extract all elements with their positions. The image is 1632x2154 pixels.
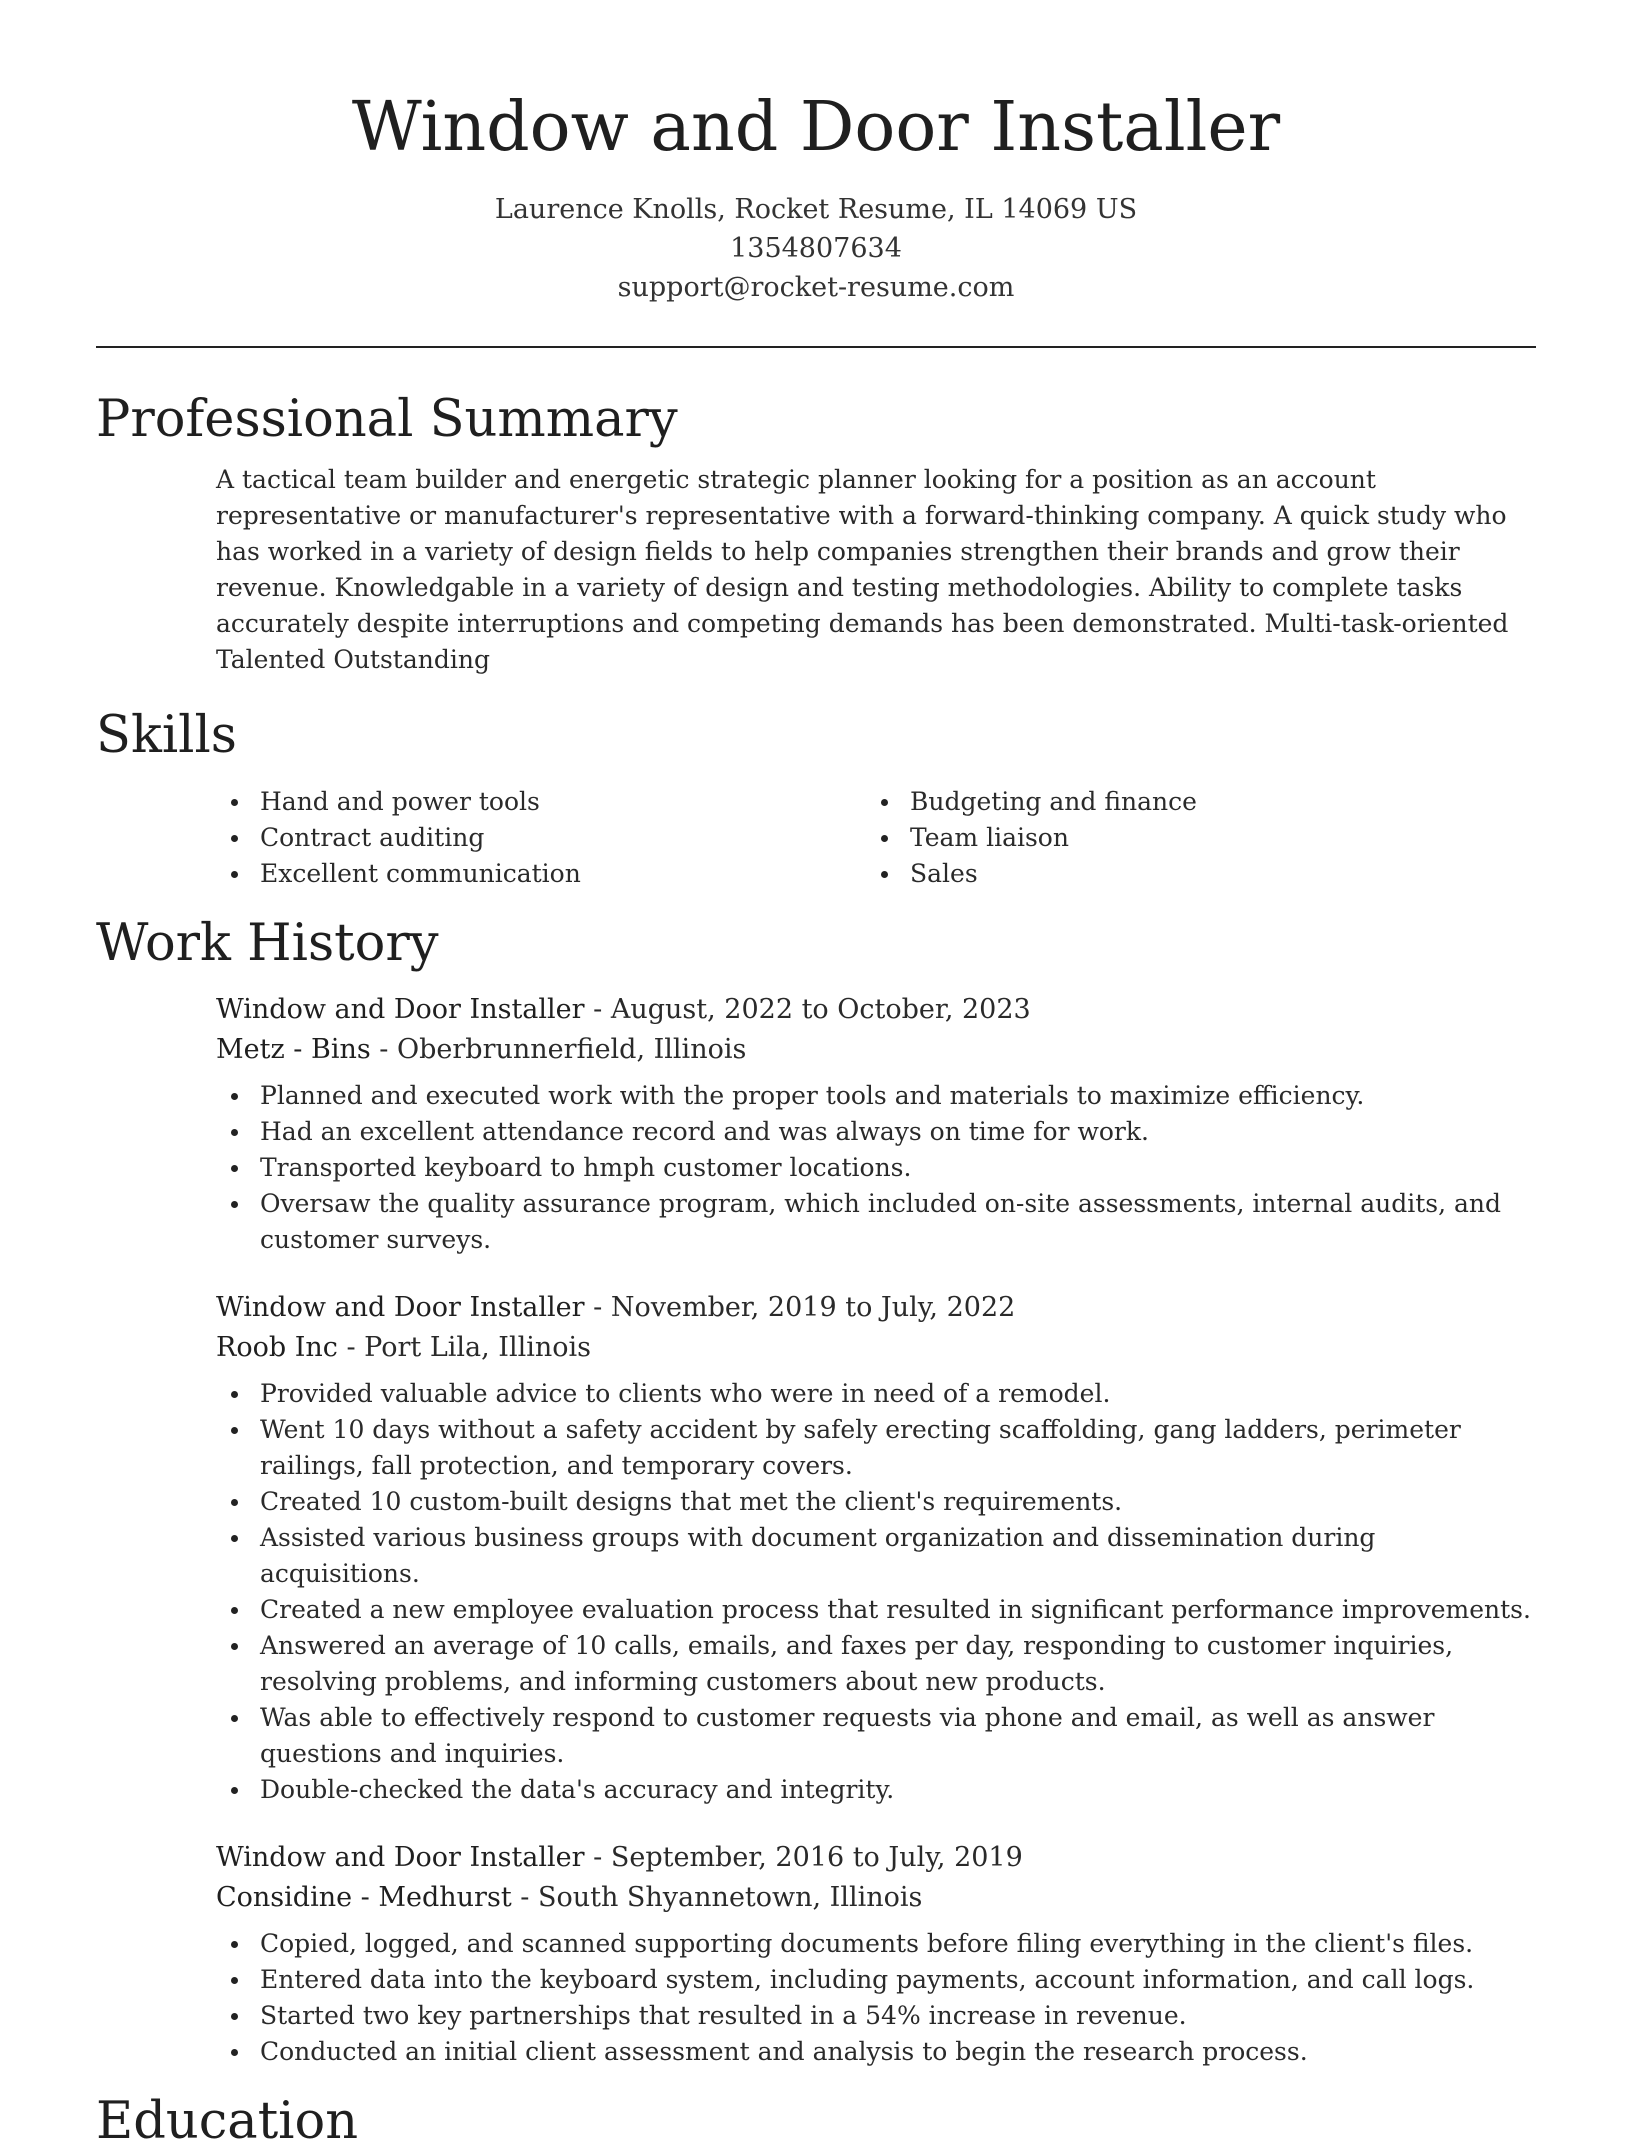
contact-address: Laurence Knolls, Rocket Resume, IL 14069 US (494, 194, 1138, 225)
resume-title: Window and Door Installer (351, 88, 1281, 167)
job-bullet: Entered data into the keyboard system, including payments, account information, and call logs. (216, 1962, 1536, 1998)
job-bullet: Provided valuable advice to clients who were in need of a remodel. (216, 1376, 1536, 1412)
skill-item: Hand and power tools (216, 784, 866, 820)
job-title: Window and Door Installer (216, 1842, 585, 1873)
job-bullet: Was able to effectively respond to customer requests via phone and email, as well as answer questions and inquiries. (216, 1700, 1536, 1772)
job-bullet: Created a new employee evaluation process that resulted in significant performance improvements. (216, 1592, 1536, 1628)
job-dates: - November, 2019 to July, 2022 (584, 1292, 1016, 1323)
summary-text: A tactical team builder and energetic strategic planner looking for a position as an account representative or manufacturer's representative with a forward-thinking company. A quick study who has worked in a variety of design fields to help companies strengthen their brands and grow their revenue. Knowledgable in a variety of design and testing methodologies. Ability to complete tasks accurately despite interruptions and competing demands has been demonstrated. Multi-task-oriented Talented Outstanding (216, 465, 1509, 674)
work-history-heading: Work History (96, 914, 439, 973)
skills-heading: Skills (96, 706, 237, 765)
summary-heading: Professional Summary (96, 390, 678, 449)
job-company-line (216, 1328, 1536, 1368)
skills-column-right (866, 784, 1516, 892)
contact-phone: 1354807634 (730, 233, 902, 264)
header-divider (96, 346, 1536, 348)
resume-header (96, 0, 1536, 307)
skill-item: Sales (866, 856, 1516, 892)
job-bullet: Planned and executed work with the proper tools and materials to maximize efficiency. (216, 1078, 1536, 1114)
job-title-line (216, 990, 1536, 1030)
skill-item: Team liaison (866, 820, 1516, 856)
job-bullet: Started two key partnerships that resulted in a 54% increase in revenue. (216, 1998, 1536, 2034)
skill-item: Contract auditing (216, 820, 866, 856)
job-title: Window and Door Installer (216, 994, 585, 1025)
job-company-line (216, 1030, 1536, 1070)
job-bullet: Oversaw the quality assurance program, which included on-site assessments, internal audits, and customer surveys. (216, 1186, 1536, 1258)
job-bullet-list (216, 1926, 1536, 2070)
job-bullet: Transported keyboard to hmph customer locations. (216, 1150, 1536, 1186)
job-bullet: Assisted various business groups with document organization and dissemination during acquisitions. (216, 1520, 1536, 1592)
job-title-line (216, 1838, 1536, 1878)
job-company: Metz - Bins (216, 1034, 371, 1065)
job-company-line (216, 1878, 1536, 1918)
job-company: Considine - Medhurst (216, 1882, 512, 1913)
job-bullet-list (216, 1376, 1536, 1808)
skills-list (216, 784, 1536, 892)
job-bullet: Created 10 custom-built designs that met the client's requirements. (216, 1484, 1536, 1520)
job-bullet: Copied, logged, and scanned supporting documents before filing everything in the client's files. (216, 1926, 1536, 1962)
skills-column-left (216, 784, 866, 892)
job-entry (216, 1838, 1536, 2070)
job-location: - South Shyannetown, Illinois (511, 1882, 923, 1913)
contact-block (96, 190, 1536, 307)
job-entry (216, 990, 1536, 1258)
job-dates: - August, 2022 to October, 2023 (584, 994, 1031, 1025)
job-bullet: Conducted an initial client assessment and analysis to begin the research process. (216, 2034, 1536, 2070)
job-title: Window and Door Installer (216, 1292, 585, 1323)
contact-email: support@rocket-resume.com (617, 272, 1015, 303)
skill-item: Budgeting and finance (866, 784, 1516, 820)
job-bullet-list (216, 1078, 1536, 1258)
job-bullet: Went 10 days without a safety accident by safely erecting scaffolding, gang ladders, perimeter railings, fall protection, and temporary covers. (216, 1412, 1536, 1484)
education-heading: Education (96, 2092, 359, 2151)
job-entry (216, 1288, 1536, 1808)
job-location: - Port Lila, Illinois (337, 1332, 592, 1363)
job-title-line (216, 1288, 1536, 1328)
job-dates: - September, 2016 to July, 2019 (584, 1842, 1023, 1873)
job-bullet: Had an excellent attendance record and was always on time for work. (216, 1114, 1536, 1150)
resume-page (96, 0, 1536, 2154)
job-location: - Oberbrunnerfield, Illinois (370, 1034, 747, 1065)
job-company: Roob Inc (216, 1332, 338, 1363)
job-bullet: Double-checked the data's accuracy and integrity. (216, 1772, 1536, 1808)
skill-item: Excellent communication (216, 856, 866, 892)
job-bullet: Answered an average of 10 calls, emails, and faxes per day, responding to customer inquiries, resolving problems, and informing customers about new products. (216, 1628, 1536, 1700)
